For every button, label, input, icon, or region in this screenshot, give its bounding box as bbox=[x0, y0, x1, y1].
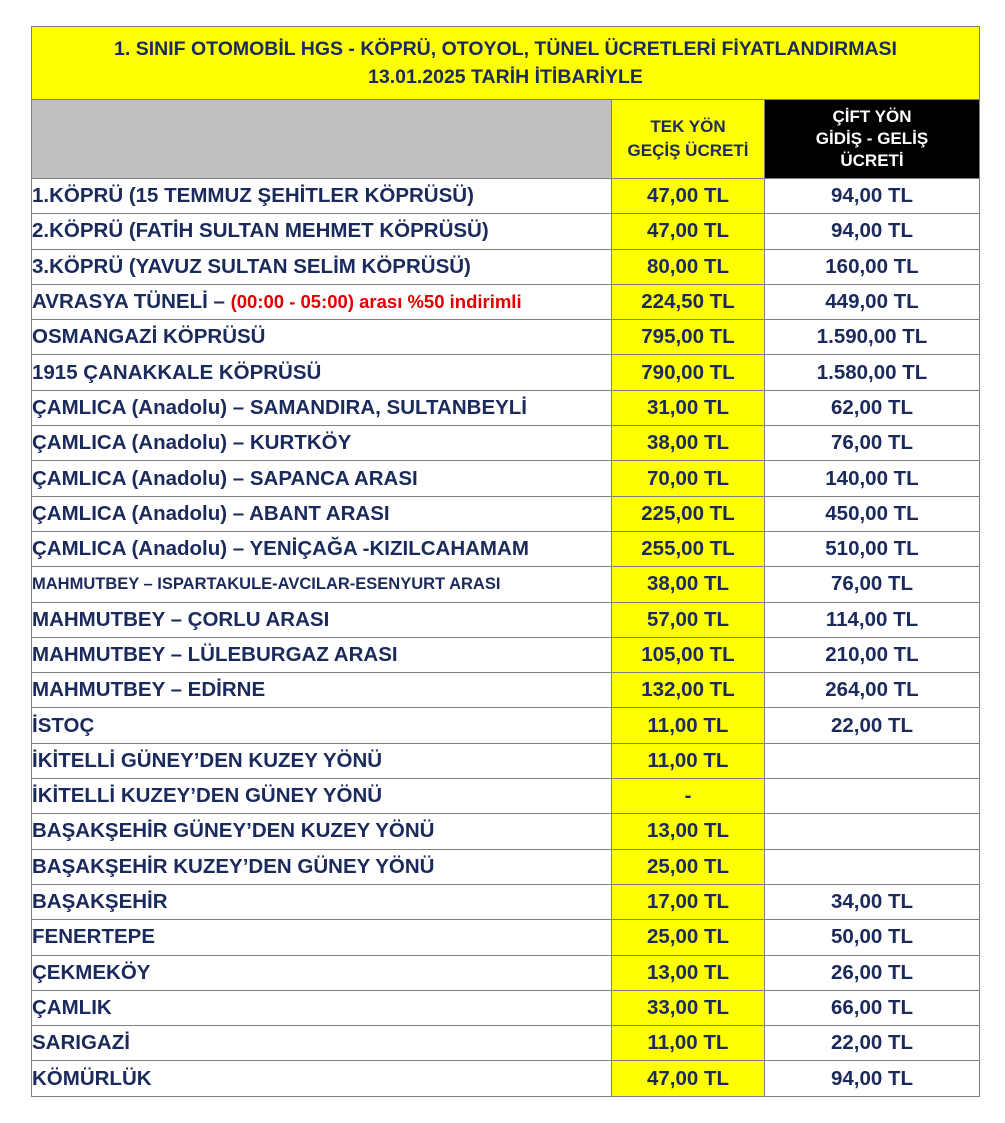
route-name-cell bbox=[32, 1026, 612, 1061]
round-trip-price: 76,00 TL bbox=[765, 567, 980, 602]
round-trip-price: 50,00 TL bbox=[765, 920, 980, 955]
table-row bbox=[32, 496, 980, 531]
header-round-trip-line-1: ÇİFT YÖN bbox=[832, 107, 912, 126]
route-name-cell bbox=[32, 637, 612, 672]
route-name-cell bbox=[32, 955, 612, 990]
toll-price-table bbox=[31, 26, 980, 1097]
route-name-cell bbox=[32, 461, 612, 496]
route-name: 2.KÖPRÜ (FATİH SULTAN MEHMET KÖPRÜSÜ) bbox=[32, 219, 489, 243]
route-name: MAHMUTBEY – ÇORLU ARASI bbox=[32, 607, 330, 631]
route-name-cell bbox=[32, 426, 612, 461]
table-row bbox=[32, 1026, 980, 1061]
round-trip-price: 94,00 TL bbox=[765, 1061, 980, 1096]
table-row bbox=[32, 708, 980, 743]
one-way-price: 80,00 TL bbox=[612, 249, 765, 284]
one-way-price: 225,00 TL bbox=[612, 496, 765, 531]
table-row bbox=[32, 179, 980, 214]
route-name: MAHMUTBEY – ISPARTAKULE-AVCILAR-ESENYURT ARASI bbox=[32, 574, 501, 593]
one-way-price: 105,00 TL bbox=[612, 637, 765, 672]
one-way-price: 255,00 TL bbox=[612, 531, 765, 566]
route-name-cell bbox=[32, 320, 612, 355]
one-way-price: 33,00 TL bbox=[612, 990, 765, 1025]
table-row bbox=[32, 284, 980, 319]
route-name: OSMANGAZİ KÖPRÜSÜ bbox=[32, 325, 266, 349]
one-way-price: - bbox=[612, 779, 765, 814]
one-way-price: 11,00 TL bbox=[612, 743, 765, 778]
table-row bbox=[32, 990, 980, 1025]
round-trip-price bbox=[765, 814, 980, 849]
table-row bbox=[32, 390, 980, 425]
one-way-price: 31,00 TL bbox=[612, 390, 765, 425]
one-way-price: 25,00 TL bbox=[612, 849, 765, 884]
route-name: AVRASYA TÜNELİ – bbox=[32, 290, 225, 314]
route-name-cell bbox=[32, 673, 612, 708]
route-name: ÇAMLICA (Anadolu) – SAPANCA ARASI bbox=[32, 466, 418, 490]
route-name-cell bbox=[32, 779, 612, 814]
route-name-cell bbox=[32, 355, 612, 390]
one-way-price: 13,00 TL bbox=[612, 955, 765, 990]
table-row bbox=[32, 426, 980, 461]
round-trip-price bbox=[765, 743, 980, 778]
round-trip-price: 160,00 TL bbox=[765, 249, 980, 284]
round-trip-price: 510,00 TL bbox=[765, 531, 980, 566]
route-name: MAHMUTBEY – LÜLEBURGAZ ARASI bbox=[32, 643, 398, 666]
route-name: BAŞAKŞEHİR GÜNEY’DEN KUZEY YÖNÜ bbox=[32, 819, 435, 843]
round-trip-price: 26,00 TL bbox=[765, 955, 980, 990]
discount-note: (00:00 - 05:00) arası %50 indirimli bbox=[230, 291, 522, 313]
title-line-1: 1. SINIF OTOMOBİL HGS - KÖPRÜ, OTOYOL, TÜNEL ÜCRETLERİ FİYATLANDIRMASI bbox=[114, 38, 897, 60]
table-row bbox=[32, 602, 980, 637]
route-name-cell bbox=[32, 602, 612, 637]
route-name-cell bbox=[32, 390, 612, 425]
round-trip-price: 450,00 TL bbox=[765, 496, 980, 531]
table-title bbox=[32, 27, 980, 100]
round-trip-price: 1.590,00 TL bbox=[765, 320, 980, 355]
route-name-cell bbox=[32, 531, 612, 566]
route-name: ÇAMLICA (Anadolu) – YENİÇAĞA -KIZILCAHAMAM bbox=[32, 537, 529, 561]
route-name: 1.KÖPRÜ (15 TEMMUZ ŞEHİTLER KÖPRÜSÜ) bbox=[32, 184, 474, 208]
round-trip-price: 76,00 TL bbox=[765, 426, 980, 461]
one-way-price: 795,00 TL bbox=[612, 320, 765, 355]
one-way-price: 11,00 TL bbox=[612, 1026, 765, 1061]
table-row bbox=[32, 355, 980, 390]
route-name-cell bbox=[32, 179, 612, 214]
round-trip-price: 22,00 TL bbox=[765, 1026, 980, 1061]
route-name: İKİTELLİ GÜNEY’DEN KUZEY YÖNÜ bbox=[32, 748, 383, 772]
route-name: İSTOÇ bbox=[32, 713, 95, 737]
table-row bbox=[32, 637, 980, 672]
header-round-trip bbox=[765, 100, 980, 179]
table-row bbox=[32, 884, 980, 919]
route-name-cell bbox=[32, 496, 612, 531]
one-way-price: 70,00 TL bbox=[612, 461, 765, 496]
route-name: ÇAMLIK bbox=[32, 995, 112, 1019]
header-one-way-line-2: GEÇİŞ ÜCRETİ bbox=[627, 141, 749, 160]
route-name-cell bbox=[32, 567, 612, 602]
round-trip-price bbox=[765, 849, 980, 884]
round-trip-price: 264,00 TL bbox=[765, 673, 980, 708]
route-name: ÇAMLICA (Anadolu) – SAMANDIRA, SULTANBEYLİ bbox=[32, 395, 528, 419]
round-trip-price: 1.580,00 TL bbox=[765, 355, 980, 390]
round-trip-price: 34,00 TL bbox=[765, 884, 980, 919]
round-trip-price: 94,00 TL bbox=[765, 214, 980, 249]
route-name: SARIGAZİ bbox=[32, 1031, 130, 1055]
route-name-cell bbox=[32, 849, 612, 884]
route-name-cell bbox=[32, 990, 612, 1025]
round-trip-price: 94,00 TL bbox=[765, 179, 980, 214]
one-way-price: 13,00 TL bbox=[612, 814, 765, 849]
route-name: ÇEKMEKÖY bbox=[32, 960, 151, 984]
one-way-price: 25,00 TL bbox=[612, 920, 765, 955]
route-name: 3.KÖPRÜ (YAVUZ SULTAN SELİM KÖPRÜSÜ) bbox=[32, 254, 471, 278]
route-name: 1915 ÇANAKKALE KÖPRÜSÜ bbox=[32, 360, 322, 384]
header-round-trip-line-2: GİDİŞ - GELİŞ bbox=[815, 129, 929, 148]
table-row bbox=[32, 461, 980, 496]
route-name: FENERTEPE bbox=[32, 925, 156, 949]
one-way-price: 47,00 TL bbox=[612, 214, 765, 249]
route-name: ÇAMLICA (Anadolu) – KURTKÖY bbox=[32, 431, 352, 455]
round-trip-price: 449,00 TL bbox=[765, 284, 980, 319]
one-way-price: 132,00 TL bbox=[612, 673, 765, 708]
one-way-price: 790,00 TL bbox=[612, 355, 765, 390]
route-name: İKİTELLİ KUZEY’DEN GÜNEY YÖNÜ bbox=[32, 784, 383, 808]
route-name-cell bbox=[32, 814, 612, 849]
round-trip-price: 62,00 TL bbox=[765, 390, 980, 425]
table-body bbox=[32, 179, 980, 1097]
round-trip-price bbox=[765, 779, 980, 814]
header-one-way bbox=[612, 100, 765, 179]
table-row bbox=[32, 779, 980, 814]
route-name: MAHMUTBEY – EDİRNE bbox=[32, 678, 266, 702]
round-trip-price: 210,00 TL bbox=[765, 637, 980, 672]
table-row bbox=[32, 814, 980, 849]
route-name-cell bbox=[32, 708, 612, 743]
table-row bbox=[32, 743, 980, 778]
header-one-way-line-1: TEK YÖN bbox=[650, 117, 726, 136]
route-name-cell bbox=[32, 920, 612, 955]
route-name-cell bbox=[32, 884, 612, 919]
table-row bbox=[32, 567, 980, 602]
one-way-price: 47,00 TL bbox=[612, 179, 765, 214]
round-trip-price: 140,00 TL bbox=[765, 461, 980, 496]
route-name: BAŞAKŞEHİR KUZEY’DEN GÜNEY YÖNÜ bbox=[32, 854, 435, 878]
route-name: BAŞAKŞEHİR bbox=[32, 890, 168, 914]
route-name-cell bbox=[32, 214, 612, 249]
route-name: ÇAMLICA (Anadolu) – ABANT ARASI bbox=[32, 501, 390, 525]
round-trip-price: 22,00 TL bbox=[765, 708, 980, 743]
table-row bbox=[32, 531, 980, 566]
one-way-price: 224,50 TL bbox=[612, 284, 765, 319]
route-name: KÖMÜRLÜK bbox=[32, 1066, 152, 1090]
round-trip-price: 114,00 TL bbox=[765, 602, 980, 637]
table-row bbox=[32, 673, 980, 708]
route-name-cell bbox=[32, 1061, 612, 1096]
table-row bbox=[32, 320, 980, 355]
header-blank-cell bbox=[32, 100, 612, 179]
one-way-price: 38,00 TL bbox=[612, 426, 765, 461]
table-row bbox=[32, 214, 980, 249]
table-row bbox=[32, 955, 980, 990]
round-trip-price: 66,00 TL bbox=[765, 990, 980, 1025]
table-row bbox=[32, 920, 980, 955]
one-way-price: 17,00 TL bbox=[612, 884, 765, 919]
route-name-cell bbox=[32, 743, 612, 778]
table-row bbox=[32, 249, 980, 284]
route-name-cell bbox=[32, 249, 612, 284]
header-round-trip-line-3: ÜCRETİ bbox=[840, 151, 904, 170]
one-way-price: 57,00 TL bbox=[612, 602, 765, 637]
route-name-cell bbox=[32, 284, 612, 319]
one-way-price: 11,00 TL bbox=[612, 708, 765, 743]
table-row bbox=[32, 849, 980, 884]
title-date-line: 13.01.2025 TARİH İTİBARİYLE bbox=[368, 66, 643, 88]
one-way-price: 47,00 TL bbox=[612, 1061, 765, 1096]
one-way-price: 38,00 TL bbox=[612, 567, 765, 602]
table-row bbox=[32, 1061, 980, 1096]
